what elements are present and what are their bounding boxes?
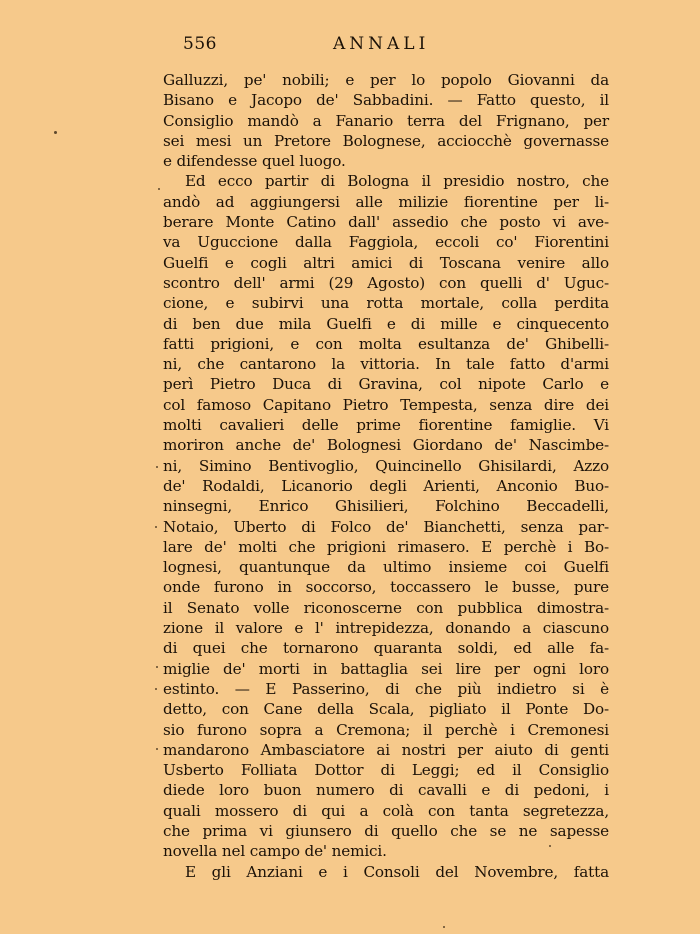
scan-speck [158, 188, 160, 190]
text-line: mandarono Ambasciatore ai nostri per aiuto di genti [163, 740, 609, 759]
text-line: sio furono sopra a Cremona; il perchè i Cremonesi [163, 720, 609, 739]
text-line: novella nel campo de' nemici. [163, 842, 387, 861]
text-line: cione, e subirvi una rotta mortale, colla perdita [163, 294, 609, 313]
text-line: perì Pietro Duca di Gravina, col nipote Carlo e [163, 375, 609, 394]
scan-speck [156, 666, 158, 668]
text-line: ni, Simino Bentivoglio, Quincinello Ghisilardi, Azzo [163, 456, 609, 475]
text-line: detto, con Cane della Scala, pigliato il Ponte Do- [163, 700, 609, 719]
text-line: il Senato volle riconoscerne con pubblica dimostra- [163, 598, 609, 617]
text-line: Notaio, Uberto di Folco de' Bianchetti, senza par- [163, 517, 609, 536]
text-line: Bisano e Jacopo de' Sabbadini. — Fatto questo, il [163, 91, 609, 110]
text-line: miglie de' morti in battaglia sei lire per ogni loro [163, 659, 609, 678]
text-line: di ben due mila Guelfi e di mille e cinquecento [163, 314, 609, 333]
text-line: andò ad aggiungersi alle milizie fiorentine per li- [163, 192, 609, 211]
scan-speck [443, 926, 445, 928]
text-line: berare Monte Catino dall' assedio che posto vi ave- [163, 213, 609, 232]
text-line: moriron anche de' Bolognesi Giordano de' Nascimbe- [163, 436, 609, 455]
text-line: lare de' molti che prigioni rimasero. E perchè i Bo- [163, 537, 609, 556]
scan-speck [156, 466, 158, 468]
text-line: molti cavalieri delle prime fiorentine famiglie. Vi [163, 416, 609, 435]
text-line: quali mossero di qui a colà con tanta segretezza, [163, 801, 609, 820]
page-number: 556 [183, 34, 217, 54]
text-line: e difendesse quel luogo. [163, 152, 346, 171]
text-line: fatti prigioni, e con molta esultanza de' Ghibelli- [163, 334, 609, 353]
text-line: che prima vi giunsero di quello che se ne sapesse [163, 821, 609, 840]
text-line: col famoso Capitano Pietro Tempesta, senza dire dei [163, 395, 609, 414]
scan-speck [54, 131, 57, 134]
text-line: Ed ecco partir di Bologna il presidio nostro, che [185, 172, 609, 191]
text-line: di quei che tornarono quaranta soldi, ed alle fa- [163, 639, 609, 658]
text-line: Guelfi e cogli altri amici di Toscana venire allo [163, 253, 609, 272]
text-line: de' Rodaldi, Licanorio degli Arienti, Anconio Buo- [163, 476, 609, 495]
scan-speck [155, 526, 157, 528]
text-line: va Uguccione dalla Faggiola, eccoli co' Fiorentini [163, 233, 609, 252]
text-line: E gli Anziani e i Consoli del Novembre, fatta [185, 862, 609, 881]
body-text [163, 70, 609, 882]
text-line: Galluzzi, pe' nobili; e per lo popolo Giovanni da [163, 71, 609, 89]
text-line: zione il valore e l' intrepidezza, donando a ciascuno [163, 619, 609, 638]
running-title: ANNALI [333, 34, 430, 54]
text-line: scontro dell' armi (29 Agosto) con quelli d' Uguc- [163, 273, 609, 292]
page-header [183, 34, 613, 58]
scan-speck [155, 688, 157, 690]
text-line: ninsegni, Enrico Ghisilieri, Folchino Beccadelli, [163, 497, 609, 516]
text-line: Usberto Folliata Dottor di Leggi; ed il Consiglio [163, 761, 609, 780]
text-line: ni, che cantarono la vittoria. In tale fatto d'armi [163, 355, 609, 374]
scan-speck [156, 748, 158, 750]
text-line: diede loro buon numero di cavalli e di pedoni, i [163, 781, 609, 800]
text-line: sei mesi un Pretore Bolognese, acciocchè governasse [163, 131, 609, 150]
scan-speck [549, 845, 551, 847]
text-line: Consiglio mandò a Fanario terra del Frignano, per [163, 111, 609, 130]
text-line: lognesi, quantunque da ultimo insieme coi Guelfi [163, 558, 609, 577]
text-line: onde furono in soccorso, toccassero le busse, pure [163, 578, 609, 597]
text-line: estinto. — E Passerino, di che più indietro si è [163, 679, 609, 698]
